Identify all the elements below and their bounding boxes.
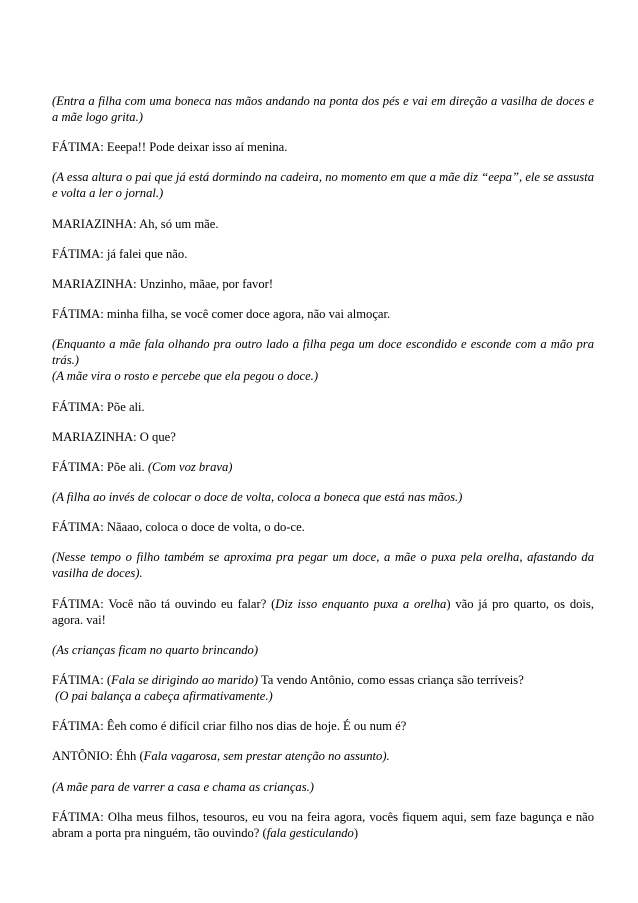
- dialogue-line: [52, 748, 594, 764]
- stage-direction: (A mãe para de varrer a casa e chama as crianças.): [52, 779, 314, 794]
- dialogue-line: FÁTIMA: Nãaao, coloca o doce de volta, o do-ce.: [52, 520, 305, 535]
- dialogue-text: FÁTIMA: Você não tá ouvindo eu falar? (: [52, 596, 276, 611]
- stage-direction: (A essa altura o pai que já está dormindo na cadeira, no momento em que a mãe diz “eepa”, ele se assusta e volta a ler o jornal.): [52, 170, 594, 201]
- dialogue-line: [52, 672, 594, 704]
- inline-direction: Fala se dirigindo ao marido): [111, 673, 259, 687]
- inline-direction: fala gesticulando: [266, 825, 354, 840]
- dialogue-line: [52, 809, 594, 841]
- dialogue-line: FÁTIMA: minha filha, se você comer doce agora, não vai almoçar.: [52, 307, 391, 322]
- stage-direction-line: (Enquanto a mãe fala olhando pra outro lado a filha pega um doce escondido e esconde com a mão pra trás.): [52, 337, 594, 368]
- dialogue-text: FÁTIMA: Olha meus filhos, tesouros, eu vou na feira agora, vocês fiquem aqui, sem faze bagunça e não abram a porta pra ninguém, tão ouvindo? (: [52, 809, 594, 840]
- stage-direction: (A filha ao invés de colocar o doce de volta, coloca a boneca que está nas mãos.): [52, 490, 463, 505]
- dialogue-text: FÁTIMA: (: [52, 673, 112, 687]
- stage-direction-line: (O pai balança a cabeça afirmativamente.): [52, 689, 273, 703]
- dialogue-text: ): [353, 825, 359, 840]
- stage-direction: (Nesse tempo o filho também se aproxima pra pegar um doce, a mãe o puxa pela orelha, afastando da vasilha de doces).: [52, 550, 594, 581]
- dialogue-line: MARIAZINHA: Unzinho, mãae, por favor!: [52, 276, 274, 291]
- dialogue-line: FÁTIMA: Eeepa!! Pode deixar isso aí menina.: [52, 140, 288, 155]
- stage-direction-line: (A mãe vira o rosto e percebe que ela pegou o doce.): [52, 369, 319, 384]
- script-page: [52, 93, 594, 841]
- dialogue-text: ) vão já pro quarto, os dois, agora. vai!: [52, 596, 594, 627]
- dialogue-text-line: [52, 672, 594, 688]
- dialogue-text: FÁTIMA: Põe ali.: [52, 459, 148, 474]
- stage-direction: (Entra a filha com uma boneca nas mãos andando na ponta dos pés e vai em direção a vasilha de doces e a mãe logo grita.): [52, 94, 594, 124]
- dialogue-line: [52, 596, 594, 628]
- dialogue-line: [52, 459, 594, 475]
- stage-direction: (As crianças ficam no quarto brincando): [52, 642, 259, 657]
- stage-direction: [52, 336, 594, 384]
- dialogue-text: ANTÔNIO: Éhh (: [52, 749, 144, 764]
- inline-direction: (Com voz brava): [147, 459, 233, 474]
- inline-direction: Fala vagarosa, sem prestar atenção no assunto).: [143, 749, 390, 764]
- dialogue-line: FÁTIMA: já falei que não.: [52, 246, 188, 261]
- inline-direction: Diz isso enquanto puxa a orelha: [275, 596, 447, 611]
- dialogue-line: MARIAZINHA: Ah, só um mãe.: [52, 216, 219, 231]
- dialogue-line: FÁTIMA: Êeh como é difícil criar filho nos dias de hoje. É ou num é?: [52, 719, 407, 734]
- dialogue-line: MARIAZINHA: O que?: [52, 429, 176, 444]
- dialogue-text: Ta vendo Antônio, como essas criança são terríveis?: [258, 673, 524, 687]
- dialogue-line: FÁTIMA: Põe ali.: [52, 399, 145, 414]
